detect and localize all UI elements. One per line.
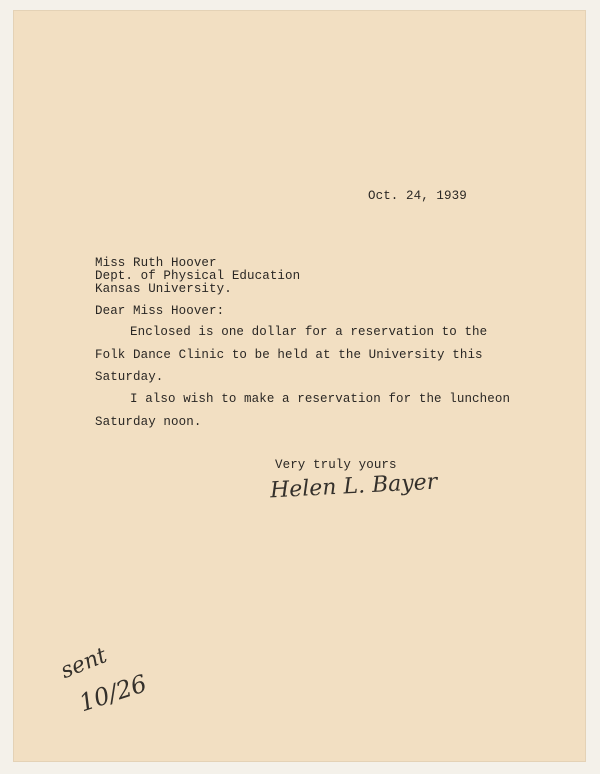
letter-date: Oct. 24, 1939 bbox=[368, 189, 467, 203]
recipient-department: Dept. of Physical Education bbox=[95, 269, 301, 283]
annotation-sent: sent bbox=[57, 643, 111, 685]
signature: Helen L. Bayer bbox=[269, 469, 438, 504]
closing: Very truly yours bbox=[275, 458, 397, 472]
body-line-3: Saturday. bbox=[95, 370, 164, 384]
body-line-2: Folk Dance Clinic to be held at the University this bbox=[95, 348, 483, 362]
annotation-date: 10/26 bbox=[75, 669, 151, 718]
recipient-name: Miss Ruth Hoover bbox=[95, 256, 217, 270]
salutation: Dear Miss Hoover: bbox=[95, 304, 225, 318]
body-line-5: Saturday noon. bbox=[95, 415, 202, 429]
body-line-1: Enclosed is one dollar for a reservation to the bbox=[130, 325, 488, 339]
body-line-4: I also wish to make a reservation for the luncheon bbox=[130, 392, 511, 406]
recipient-institution: Kansas University. bbox=[95, 282, 232, 296]
